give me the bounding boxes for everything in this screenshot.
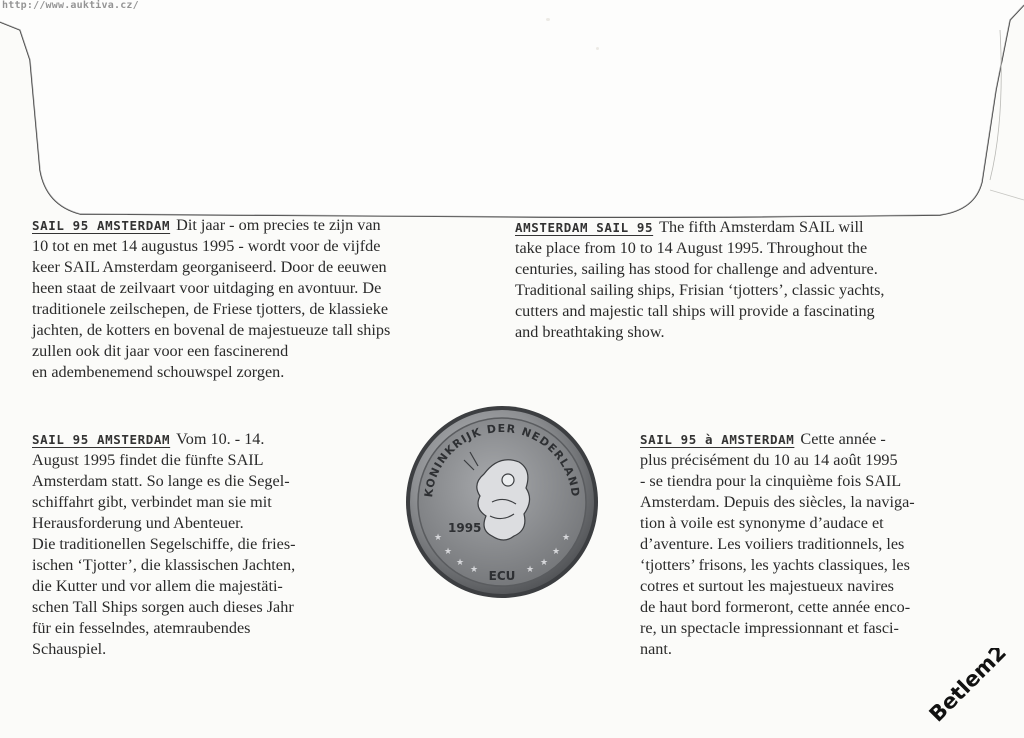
svg-text:★: ★ [470,565,479,575]
body-line: keer SAIL Amsterdam georganiseerd. Door de eeuwen [32,258,387,276]
ecu-coin [404,404,600,600]
body-line: schen Tall Ships sorgen auch dieses Jahr [32,598,294,616]
body-line: schiffahrt gibt, verbindet man sie mit [32,493,272,511]
body-line: Herausforderung und Abenteuer. [32,514,244,532]
svg-text:★: ★ [526,565,535,575]
svg-text:★: ★ [444,547,453,557]
section-heading: SAIL 95 AMSTERDAM [32,432,171,447]
body-line: die Kutter und vor allem die majestäti- [32,577,283,595]
body-line: - se tiendra pour la cinquième fois SAIL [640,472,902,490]
first-line: AMSTERDAM SAIL 95 The fifth Amsterdam SAIL will [515,218,864,236]
first-line: SAIL 95 AMSTERDAM Vom 10. - 14. [32,430,265,448]
body-line: ischen ‘Tjotter’, die klassischen Jachten, [32,556,296,574]
body-line: Traditional sailing ships, Frisian ‘tjotters’, classic yachts, [515,281,885,299]
body-line: traditionele zeilschepen, de Friese tjotters, de klassieke [32,300,388,318]
svg-text:★: ★ [434,533,443,543]
body-line: heen staat de zeilvaart voor uitdaging en avontuur. De [32,279,382,297]
coin-year: 1995 [448,521,482,535]
body-line: zullen ook dit jaar voor een fascinerend [32,342,289,360]
body-line: tion à voile est synonyme d’audace et [640,514,884,532]
section-heading: SAIL 95 à AMSTERDAM [640,432,795,447]
body-line: Schauspiel. [32,640,107,658]
body-line: August 1995 findet die fünfte SAIL [32,451,264,469]
envelope-flap [0,0,1024,230]
section-heading: AMSTERDAM SAIL 95 [515,220,654,235]
body-line: take place from 10 to 14 August 1995. Throughout the [515,239,868,257]
text-block-german [32,429,296,660]
body-line: d’aventure. Les voiliers traditionnels, les [640,535,905,553]
svg-text:★: ★ [552,547,561,557]
body-line: Amsterdam. Depuis des siècles, la naviga- [640,493,915,511]
body-line: plus précisément du 10 au 14 août 1995 [640,451,898,469]
body-line: de haut bord formeront, cette année enco- [640,598,911,616]
text-block-dutch [32,215,390,383]
body-line: Amsterdam statt. So lange es die Segel- [32,472,290,490]
body-line: nant. [640,640,672,658]
body-line: 10 tot en met 14 augustus 1995 - wordt voor de vijfde [32,237,381,255]
body-line: jachten, de kotters en bovenal de majestueuze tall ships [32,321,391,339]
section-heading: SAIL 95 AMSTERDAM [32,218,171,233]
body-line: cutters and majestic tall ships will provide a fascinating [515,302,875,320]
first-line: SAIL 95 AMSTERDAM Dit jaar - om precies te zijn van [32,216,381,234]
body-line: Die traditionellen Segelschiffe, die fries- [32,535,296,553]
first-line: SAIL 95 à AMSTERDAM Cette année - [640,430,886,448]
watermark [918,648,1024,728]
coin-image [404,404,600,600]
coin-inscription: KONINKRIJK DER NEDERLAND [422,421,582,499]
svg-text:★: ★ [456,558,465,568]
body-line: en adembenemend schouwspel zorgen. [32,363,285,381]
body-line: cotres et surtout les majestueux navires [640,577,894,595]
body-line: and breathtaking show. [515,323,665,341]
body-line: re, un spectacle impressionnant et fasci- [640,619,899,637]
watermark-text: Betlem2 [924,648,1011,727]
body-line: für ein fesselndes, atemraubendes [32,619,251,637]
svg-text:★: ★ [562,533,571,543]
body-line: centuries, sailing has stood for challenge and adventure. [515,260,878,278]
text-block-french [640,429,915,660]
paper-speck [596,47,599,50]
body-line: ‘tjotters’ frisons, les yachts classiques, les [640,556,910,574]
svg-text:★: ★ [540,558,549,568]
paper-speck [546,18,550,21]
text-block-english [515,217,884,343]
coin-denomination: ECU [488,569,516,583]
